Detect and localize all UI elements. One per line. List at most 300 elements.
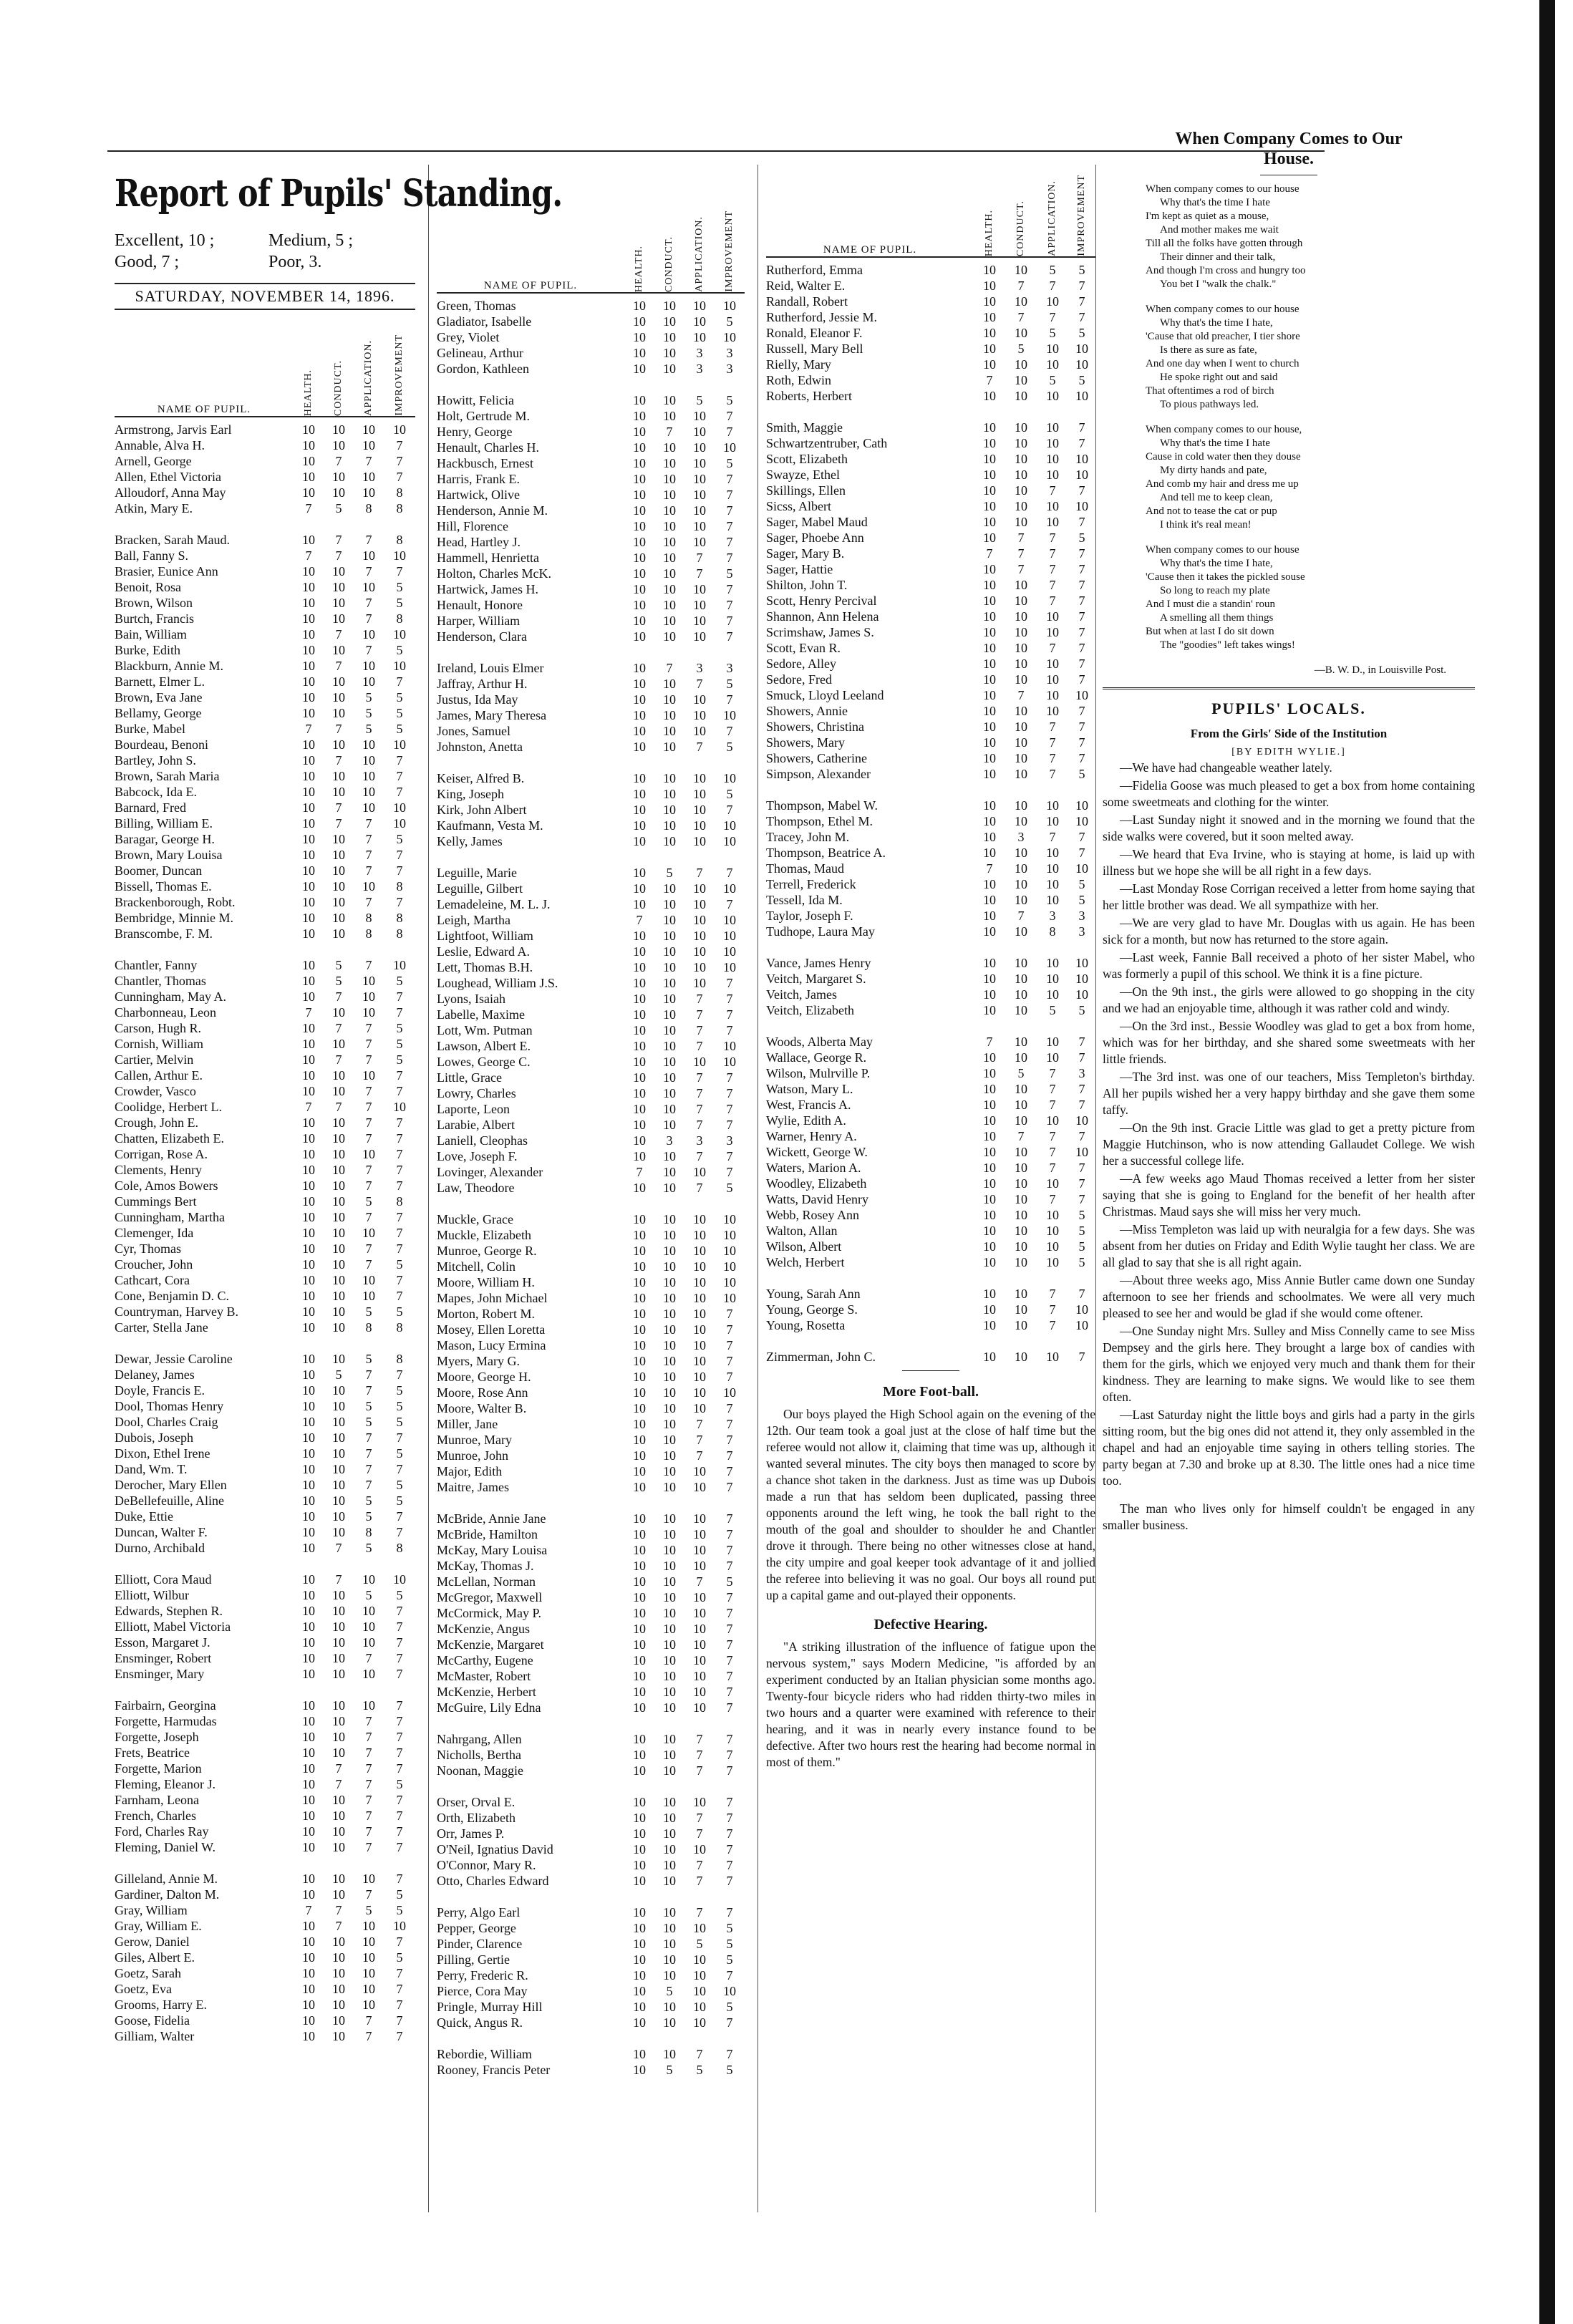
conduct-score: 10 [1015, 357, 1027, 372]
pupil-name: O'Connor, Mary R. [437, 1858, 536, 1872]
health-score: 10 [983, 735, 996, 750]
masthead: Report of Pupils' Standing. [115, 172, 563, 216]
table-row [115, 1965, 415, 1981]
improvement-score: 7 [396, 1667, 403, 1681]
conduct-score: 10 [663, 771, 676, 785]
table-header [115, 317, 415, 417]
improvement-score: 10 [393, 1919, 406, 1933]
pupil-name: Elliott, Wilbur [115, 1588, 189, 1602]
table-row [766, 924, 1095, 939]
application-score: 10 [362, 769, 375, 783]
table-row [437, 1133, 745, 1148]
group-spacer [766, 1270, 1095, 1286]
group-spacer [115, 1556, 415, 1572]
improvement-score: 5 [396, 1399, 403, 1413]
pupil-name: Chantler, Fanny [115, 958, 198, 972]
table-row [437, 692, 745, 707]
health-score: 10 [633, 661, 646, 675]
poem-line: When company comes to our house [1146, 544, 1299, 556]
conduct-score: 10 [332, 1730, 345, 1744]
improvement-score: 7 [726, 582, 733, 596]
health-score: 10 [633, 1685, 646, 1699]
improvement-score: 7 [396, 1131, 403, 1146]
improvement-score: 7 [726, 1795, 733, 1809]
group-spacer [437, 1715, 745, 1731]
pupil-name: McKay, Mary Louisa [437, 1543, 548, 1557]
improvement-score: 5 [1078, 1224, 1085, 1238]
table-row [766, 388, 1095, 404]
table-row [437, 1936, 745, 1952]
improvement-score: 10 [723, 1259, 736, 1274]
conduct-score: 10 [663, 1055, 676, 1069]
conduct-score: 10 [332, 1210, 345, 1224]
improvement-score: 7 [396, 1430, 403, 1445]
poem-signature: —B. W. D., in Louisville Post. [1314, 664, 1446, 676]
application-score: 8 [1049, 924, 1056, 939]
table-row [437, 1180, 745, 1196]
conduct-score: 10 [332, 737, 345, 752]
health-score: 7 [305, 1005, 312, 1020]
poem-line: And I must die a standin' roun [1146, 599, 1276, 610]
table-row [115, 1493, 415, 1509]
table-row [115, 1020, 415, 1036]
improvement-score: 10 [723, 1291, 736, 1305]
health-score: 7 [305, 1903, 312, 1917]
pupil-name: Farnham, Leona [115, 1793, 199, 1807]
conduct-score: 10 [332, 1068, 345, 1083]
application-score: 10 [1046, 1350, 1059, 1364]
application-score: 7 [696, 1748, 703, 1762]
application-score: 7 [696, 1007, 703, 1022]
application-score: 10 [1046, 452, 1059, 466]
conduct-score: 10 [663, 1417, 676, 1431]
pupil-name: Johnston, Anetta [437, 740, 523, 754]
health-score: 10 [302, 1415, 315, 1429]
health-score: 10 [633, 551, 646, 565]
table-row [437, 1164, 745, 1180]
table-row [437, 1243, 745, 1259]
improvement-score: 7 [726, 1354, 733, 1368]
health-score: 10 [633, 598, 646, 612]
table-row [766, 341, 1095, 357]
application-score: 7 [1049, 1192, 1056, 1206]
improvement-score: 7 [726, 1622, 733, 1636]
improvement-score: 10 [1075, 1113, 1088, 1128]
improvement-score: 7 [1078, 625, 1085, 639]
pupil-name: Hartwick, Olive [437, 488, 520, 502]
health-score: 10 [983, 326, 996, 340]
table-row [437, 1400, 745, 1416]
improvement-score: 10 [1075, 357, 1088, 372]
application-score: 7 [365, 596, 372, 610]
pupil-name: Munroe, George R. [437, 1244, 537, 1258]
table-row [766, 861, 1095, 876]
table-row [766, 372, 1095, 388]
improvement-score: 7 [726, 1370, 733, 1384]
application-score: 10 [693, 409, 706, 423]
table-header [766, 158, 1095, 258]
table-row [115, 1351, 415, 1367]
pupil-name: Forgette, Harmudas [115, 1714, 217, 1728]
improvement-score: 7 [726, 692, 733, 707]
table-row [115, 1477, 415, 1493]
application-score: 7 [365, 1714, 372, 1728]
improvement-score: 7 [726, 1165, 733, 1179]
health-score: 7 [986, 1035, 993, 1049]
application-score: 7 [1049, 483, 1056, 498]
health-score: 10 [633, 1842, 646, 1856]
conduct-score: 10 [1015, 1287, 1027, 1301]
table-row [766, 577, 1095, 593]
health-score: 10 [302, 1068, 315, 1083]
local-item: —Last Saturday night the little boys and girls had a party in the girls sitting room, but the big ones did not attend it, they only assembled in the chapel and had an enjoyable time saying in others telling stories. The party began at 7.30 and broke up at 8.30. The little ones had a nice time too. [1103, 1408, 1475, 1488]
improvement-score: 7 [396, 1982, 403, 1996]
improvement-score: 10 [393, 659, 406, 673]
pupil-name: Reid, Walter E. [766, 279, 846, 293]
table-row [115, 500, 415, 516]
table-row [437, 1700, 745, 1715]
pupil-table [766, 262, 1095, 1365]
table-row [115, 1257, 415, 1272]
health-score: 10 [302, 1304, 315, 1319]
health-score: 10 [302, 1840, 315, 1854]
pupil-name: Lott, Wm. Putman [437, 1023, 533, 1037]
table-row [437, 1259, 745, 1274]
table-row [766, 829, 1095, 845]
improvement-score: 3 [1078, 924, 1085, 939]
conduct-score: 10 [663, 1527, 676, 1541]
health-score: 10 [302, 1635, 315, 1650]
table-row [437, 770, 745, 786]
health-score: 10 [302, 1950, 315, 1965]
pupil-name: Orser, Orval E. [437, 1795, 516, 1809]
improvement-score: 8 [396, 1320, 403, 1335]
conduct-score: 10 [1015, 767, 1027, 781]
pupil-name: Rielly, Mary [766, 357, 831, 372]
conduct-score: 7 [335, 659, 342, 673]
improvement-score: 10 [723, 440, 736, 455]
section-title-locals: PUPILS' LOCALS. [1211, 699, 1366, 717]
article-body-hearing: "A striking illustration of the influence of fatigue upon the nervous system," says Modern Medicine, "is afforded by an experiment conducted by an Italian physician some months ago. Twenty-four bicycle riders who had ridden thirty-two miles in two hours and a quarter were examined with reference to their hearing, and it was in nearly every instance found to be defective. After two hours rest the hearing had become normal in most of them." [766, 1640, 1095, 1769]
table-row [115, 1918, 415, 1934]
poem-line: 'Cause then it takes the pickled souse [1146, 571, 1305, 583]
conduct-score: 10 [1015, 1224, 1027, 1238]
table-row [115, 1052, 415, 1067]
conduct-score: 10 [1015, 468, 1027, 482]
application-score: 10 [362, 674, 375, 689]
improvement-score: 7 [1078, 310, 1085, 324]
improvement-score: 7 [396, 1966, 403, 1980]
health-score: 10 [983, 531, 996, 545]
table-row [437, 1054, 745, 1070]
pupil-name: Tudhope, Laura May [766, 924, 875, 939]
conduct-score: 10 [332, 1935, 345, 1949]
pupil-name: Cyr, Thomas [115, 1241, 181, 1256]
conduct-score: 10 [1015, 672, 1027, 687]
conduct-score: 10 [1015, 452, 1027, 466]
application-score: 10 [693, 803, 706, 817]
application-score: 7 [365, 1084, 372, 1098]
table-row [437, 1022, 745, 1038]
pupil-name: Allen, Ethel Victoria [115, 470, 222, 484]
pupil-name: Burke, Mabel [115, 722, 185, 736]
application-score: 7 [1049, 1098, 1056, 1112]
conduct-score: 10 [332, 580, 345, 594]
improvement-score: 10 [1075, 987, 1088, 1002]
health-score: 10 [302, 690, 315, 705]
pupil-name: Veitch, Elizabeth [766, 1003, 854, 1017]
table-row [437, 1747, 745, 1763]
conduct-score: 10 [332, 1714, 345, 1728]
health-score: 10 [302, 659, 315, 673]
conduct-score: 10 [332, 1178, 345, 1193]
health-score: 10 [983, 389, 996, 403]
pupil-name: Muckle, Grace [437, 1212, 513, 1226]
application-score: 10 [1046, 420, 1059, 435]
conduct-score: 10 [663, 1244, 676, 1258]
improvement-score: 7 [726, 1559, 733, 1573]
improvement-score: 7 [726, 629, 733, 644]
improvement-score: 7 [726, 551, 733, 565]
improvement-score: 7 [726, 724, 733, 738]
pupil-name: Sager, Hattie [766, 562, 833, 576]
conduct-score: 10 [332, 485, 345, 500]
application-score: 3 [696, 346, 703, 360]
health-score: 10 [983, 1098, 996, 1112]
conduct-score: 10 [663, 1748, 676, 1762]
pupil-name: Thomas, Maud [766, 861, 844, 876]
application-score: 10 [1046, 956, 1059, 970]
conduct-score: 7 [1017, 1129, 1025, 1143]
pupil-name: McKenzie, Angus [437, 1622, 530, 1636]
health-score: 10 [983, 1302, 996, 1317]
application-score: 10 [693, 1984, 706, 1998]
table-row [766, 1050, 1095, 1065]
health-score: 10 [302, 1399, 315, 1413]
application-score: 5 [365, 1509, 372, 1524]
health-score: 10 [633, 1858, 646, 1872]
conduct-score: 10 [332, 2013, 345, 2028]
table-row [115, 1178, 415, 1194]
conduct-score: 10 [663, 1354, 676, 1368]
application-score: 7 [365, 1178, 372, 1193]
pupil-name: Perry, Frederic R. [437, 1968, 528, 1982]
improvement-score: 7 [1078, 641, 1085, 655]
conduct-score: 10 [663, 1181, 676, 1195]
pupil-name: McCormick, May P. [437, 1606, 541, 1620]
conduct-score: 10 [1015, 1239, 1027, 1254]
improvement-score: 7 [396, 1651, 403, 1665]
conduct-score: 10 [1015, 1176, 1027, 1191]
table-row [766, 294, 1095, 309]
header-application: APPLICATION. [363, 340, 374, 416]
improvement-score: 7 [1078, 594, 1085, 608]
health-score: 10 [302, 1084, 315, 1098]
header-name: NAME OF PUPIL. [483, 280, 578, 291]
conduct-score: 10 [332, 1226, 345, 1240]
improvement-score: 7 [1078, 294, 1085, 309]
application-score: 10 [362, 548, 375, 563]
pupil-name: Nahrgang, Allen [437, 1732, 522, 1746]
conduct-score: 7 [335, 1572, 342, 1587]
table-row [115, 1761, 415, 1776]
table-row [115, 1099, 415, 1115]
conduct-score: 10 [663, 944, 676, 959]
improvement-score: 5 [396, 1257, 403, 1272]
application-score: 10 [1046, 846, 1059, 860]
application-score: 10 [362, 1147, 375, 1161]
health-score: 10 [633, 992, 646, 1006]
improvement-score: 5 [726, 740, 733, 754]
pupil-name: Carson, Hugh R. [115, 1021, 201, 1035]
health-score: 10 [633, 897, 646, 911]
application-score: 10 [362, 1998, 375, 2012]
health-score: 10 [633, 677, 646, 691]
group-spacer [766, 1018, 1095, 1034]
pupil-name: Boomer, Duncan [115, 863, 203, 878]
poem-stanza [1146, 543, 1475, 652]
table-row [115, 1320, 415, 1335]
conduct-score: 10 [332, 895, 345, 909]
improvement-score: 7 [396, 1998, 403, 2012]
pupil-name: Myers, Mary G. [437, 1354, 520, 1368]
health-score: 10 [633, 1212, 646, 1226]
conduct-score: 10 [332, 1446, 345, 1461]
improvement-score: 5 [396, 1304, 403, 1319]
poem-line: When company comes to our house [1146, 304, 1299, 315]
pupil-name: Annable, Alva H. [115, 438, 205, 452]
health-score: 10 [302, 1446, 315, 1461]
health-score: 10 [633, 488, 646, 502]
improvement-score: 5 [396, 1037, 403, 1051]
application-score: 10 [693, 1228, 706, 1242]
health-score: 10 [302, 1037, 315, 1051]
health-score: 10 [302, 926, 315, 941]
pupil-name: Cole, Amos Bowers [115, 1178, 218, 1193]
improvement-score: 8 [396, 1541, 403, 1555]
improvement-score: 7 [726, 1433, 733, 1447]
table-row [115, 1209, 415, 1225]
conduct-score: 10 [332, 1115, 345, 1130]
table-row [437, 1511, 745, 1526]
conduct-score: 7 [335, 722, 342, 736]
conduct-score: 7 [1017, 909, 1025, 923]
table-row [115, 847, 415, 863]
application-score: 10 [362, 485, 375, 500]
application-score: 8 [365, 1525, 372, 1539]
application-score: 7 [696, 1905, 703, 1919]
health-score: 10 [633, 1370, 646, 1384]
improvement-score: 5 [1078, 893, 1085, 907]
improvement-score: 7 [726, 1102, 733, 1116]
pupil-name: Smith, Maggie [766, 420, 843, 435]
improvement-score: 7 [726, 1685, 733, 1699]
pupil-name: Welch, Herbert [766, 1255, 845, 1269]
conduct-score: 10 [663, 1968, 676, 1982]
application-score: 7 [365, 958, 372, 972]
conduct-score: 7 [335, 753, 342, 768]
application-score: 10 [693, 1259, 706, 1274]
table-row [437, 975, 745, 991]
improvement-score: 8 [396, 485, 403, 500]
pupil-name: Chatten, Elizabeth E. [115, 1131, 224, 1146]
column-divider [428, 165, 429, 2212]
conduct-score: 10 [332, 1273, 345, 1287]
column-4 [1103, 129, 1504, 1534]
health-score: 10 [302, 1714, 315, 1728]
health-score: 10 [983, 751, 996, 765]
pupil-name: Clemenger, Ida [115, 1226, 194, 1240]
health-score: 10 [302, 895, 315, 909]
conduct-score: 10 [663, 519, 676, 533]
table-row [115, 1745, 415, 1761]
poem-line: Till all the folks have gotten through [1146, 238, 1303, 249]
poem-stanza [1146, 423, 1475, 532]
table-row [766, 609, 1095, 624]
application-score: 10 [362, 1226, 375, 1240]
improvement-score: 5 [396, 1052, 403, 1067]
application-score: 10 [362, 438, 375, 452]
application-score: 5 [365, 1352, 372, 1366]
column-divider [1095, 165, 1096, 2212]
pupil-name: Tessell, Ida M. [766, 893, 843, 907]
table-row [115, 1067, 415, 1083]
improvement-score: 10 [1075, 1318, 1088, 1332]
conduct-score: 10 [663, 1165, 676, 1179]
application-score: 10 [693, 330, 706, 344]
improvement-score: 7 [726, 1527, 733, 1541]
improvement-score: 7 [726, 866, 733, 880]
application-score: 7 [365, 863, 372, 878]
application-score: 10 [693, 598, 706, 612]
conduct-score: 10 [1015, 893, 1027, 907]
pupil-name: Mosey, Ellen Loretta [437, 1322, 546, 1337]
application-score: 10 [1046, 1239, 1059, 1254]
table-row [115, 2013, 415, 2028]
health-score: 10 [633, 1102, 646, 1116]
pupil-name: Pringle, Murray Hill [437, 2000, 543, 2014]
conduct-score: 10 [332, 1887, 345, 1902]
pupil-name: Fleming, Eleanor J. [115, 1777, 216, 1791]
table-row [437, 550, 745, 566]
application-score: 10 [693, 1559, 706, 1573]
application-score: 5 [365, 1194, 372, 1209]
improvement-score: 7 [396, 1698, 403, 1713]
application-score: 10 [693, 582, 706, 596]
pupil-name: Burtch, Francis [115, 611, 194, 626]
conduct-score: 10 [663, 551, 676, 565]
health-score: 10 [302, 1793, 315, 1807]
pupil-name: Callen, Arthur E. [115, 1068, 203, 1083]
application-score: 10 [362, 753, 375, 768]
table-row [437, 581, 745, 597]
health-score: 10 [983, 688, 996, 702]
health-score: 10 [983, 830, 996, 844]
pupil-name: Forgette, Marion [115, 1761, 202, 1776]
application-score: 10 [693, 976, 706, 990]
application-score: 7 [365, 1210, 372, 1224]
health-score: 10 [302, 1541, 315, 1555]
conduct-score: 10 [1015, 877, 1027, 891]
conduct-score: 10 [663, 1480, 676, 1494]
table-row [437, 566, 745, 581]
table-row [766, 1207, 1095, 1223]
pupil-name: Green, Thomas [437, 299, 516, 313]
conduct-score: 10 [1015, 956, 1027, 970]
health-score: 10 [302, 454, 315, 468]
improvement-score: 7 [396, 1241, 403, 1256]
conduct-score: 10 [663, 456, 676, 470]
